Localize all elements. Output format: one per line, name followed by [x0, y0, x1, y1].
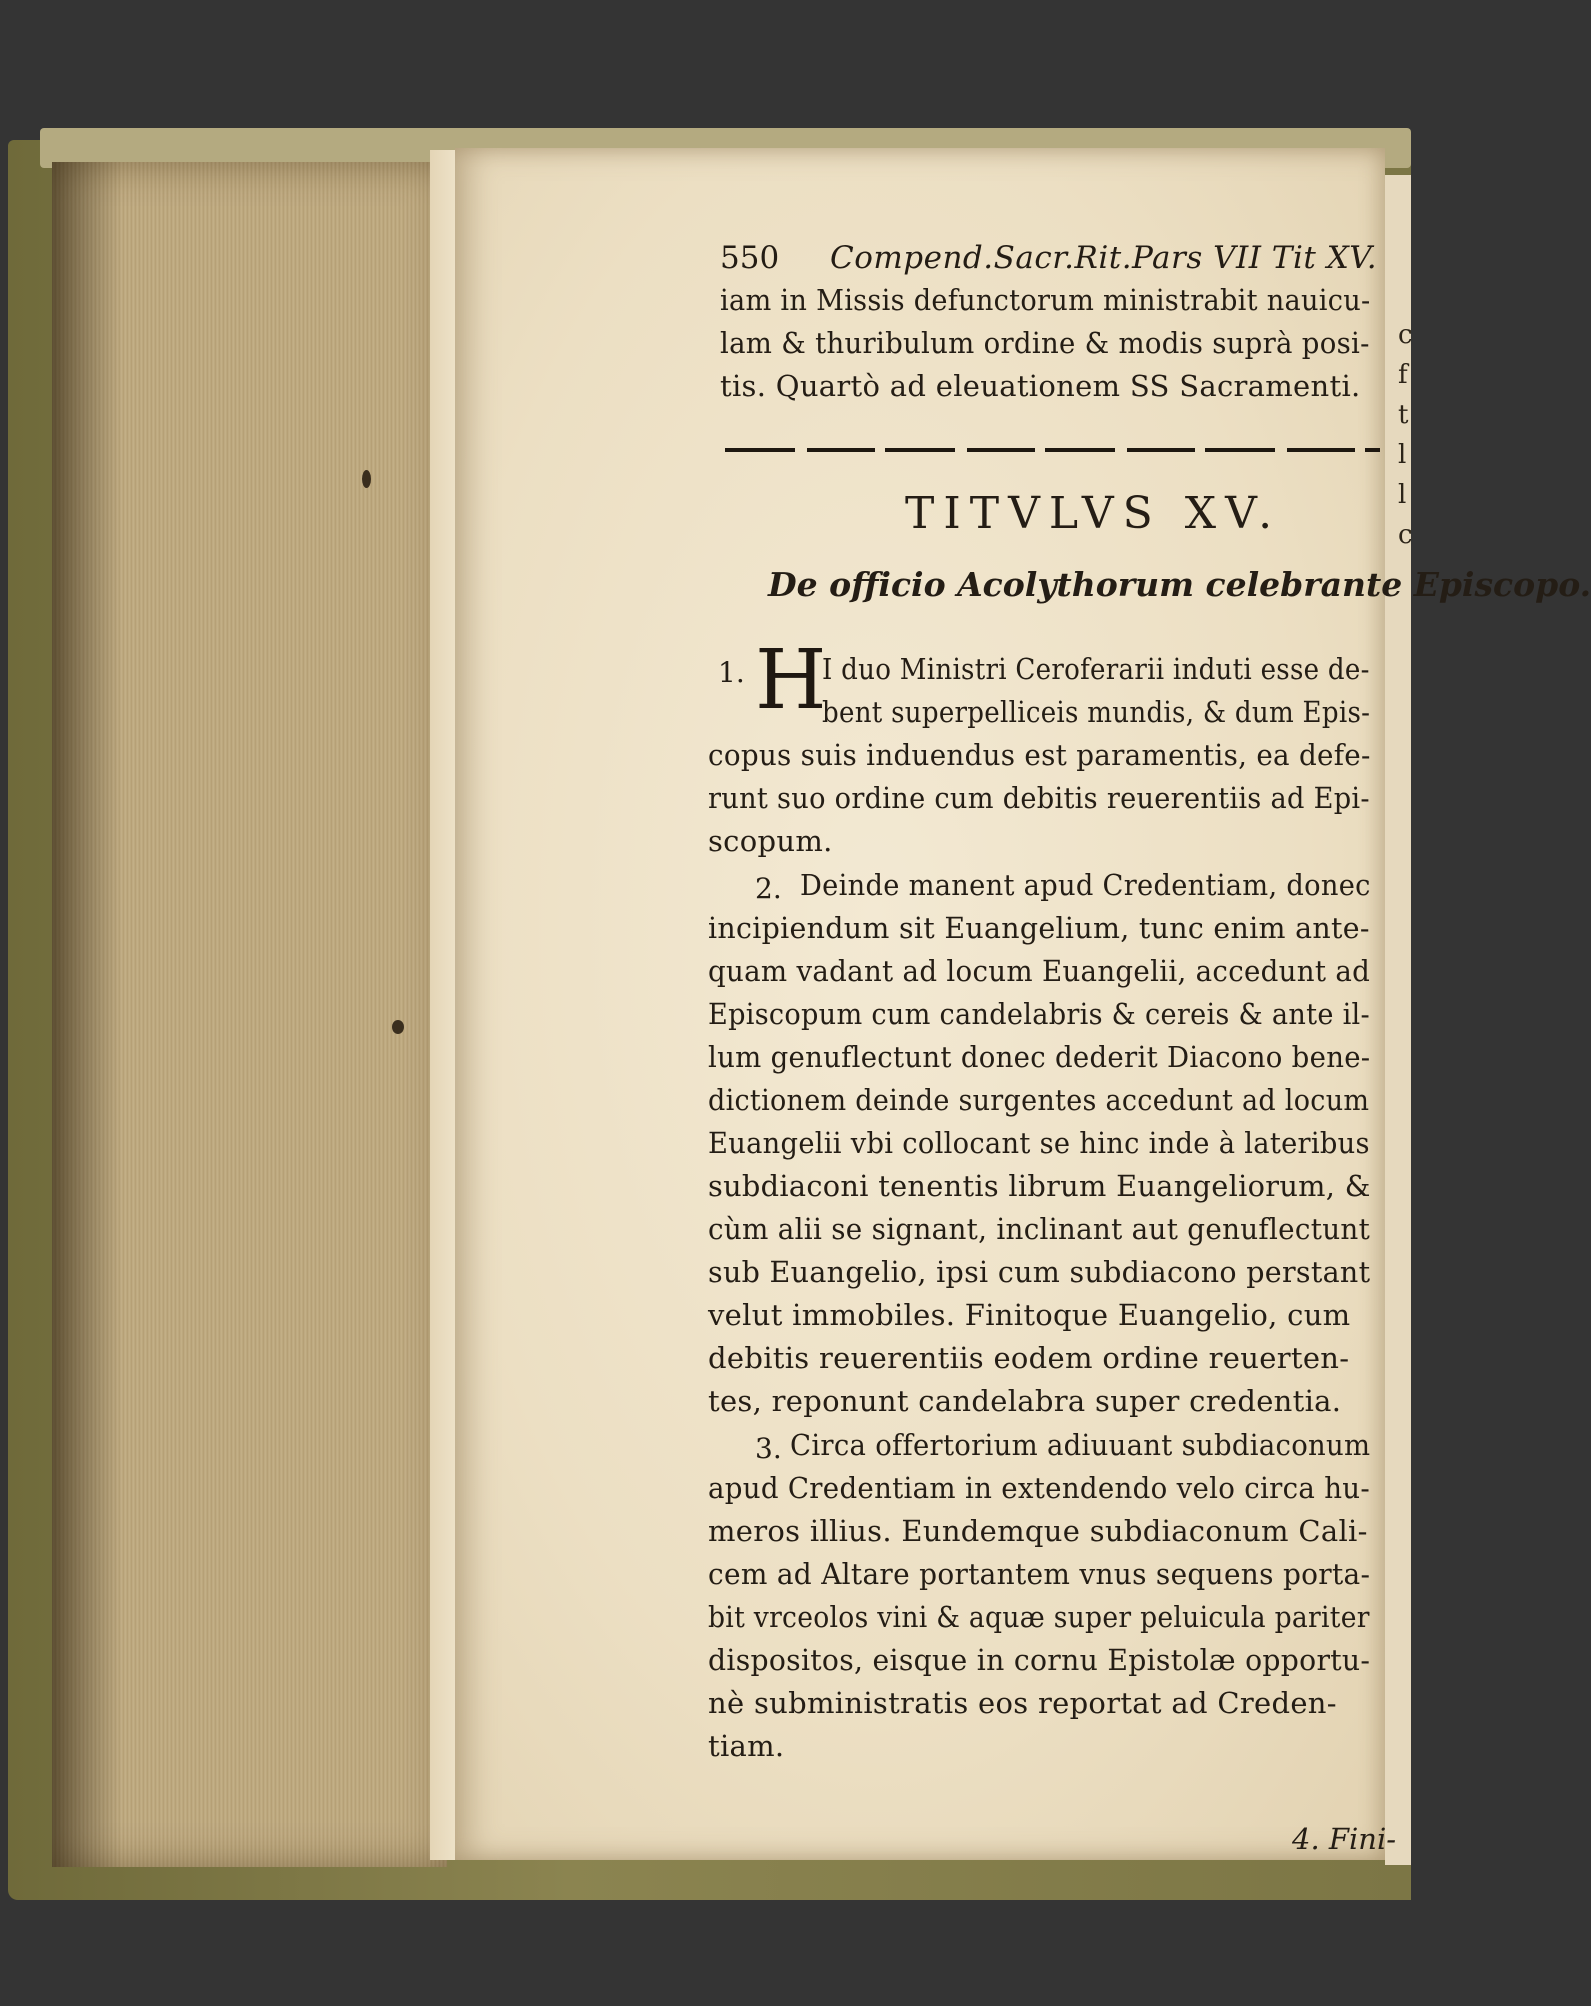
facing-page-letter: l: [1398, 480, 1407, 510]
text-line: meros illius. Eundemque subdiaconum Cali-: [708, 1514, 1368, 1548]
text-line: debitis reuerentiis eodem ordine reuerten-: [708, 1341, 1350, 1375]
facing-page-letter: f: [1398, 360, 1408, 390]
text-line: sub Euangelio, ipsi cum subdiacono perstant: [708, 1255, 1371, 1289]
text-line: Euangelii vbi collocant se hinc inde à lateribus: [708, 1126, 1370, 1160]
facing-page-letter: t: [1398, 400, 1409, 430]
text-line: Deinde manent apud Credentiam, donec: [800, 868, 1371, 902]
text-line: incipiendum sit Euangelium, tunc enim ante-: [708, 911, 1370, 945]
text-line: tes, reponunt candelabra super credentia.: [708, 1384, 1342, 1418]
running-head-text: Compend.Sacr.Rit.Pars VII Tit XV.: [830, 240, 1378, 276]
left-page-stack-shadow: [52, 162, 122, 1867]
text-line: iam in Missis defunctorum ministrabit nauicu-: [720, 283, 1371, 317]
text-line: copus suis induendus est paramentis, ea defe-: [708, 738, 1371, 772]
text-line: scopum.: [708, 824, 833, 858]
page-number: 550: [720, 240, 780, 276]
facing-page-letter: c: [1398, 520, 1413, 550]
text-line: tiam.: [708, 1729, 785, 1763]
text-line: tis. Quartò ad eleuationem SS Sacramenti.: [720, 369, 1361, 403]
section-subtitle: De officio Acolythorum celebrante Episcopo.: [768, 565, 1591, 604]
paragraph-number: 1.: [718, 656, 745, 689]
text-line: dispositos, eisque in cornu Epistolæ opportu-: [708, 1643, 1371, 1677]
text-line: bent superpelliceis mundis, & dum Epis-: [822, 695, 1371, 729]
facing-page-letter: l: [1398, 440, 1407, 470]
section-divider-rule: [725, 448, 1380, 452]
text-line: nè subministratis eos reportat ad Creden-: [708, 1686, 1337, 1720]
text-line: subdiaconi tenentis librum Euangeliorum, &: [708, 1169, 1371, 1203]
text-line: apud Credentiam in extendendo velo circa hu-: [708, 1471, 1371, 1505]
catchword: 4. Fini-: [1292, 1822, 1397, 1856]
text-line: dictionem deinde surgentes accedunt ad locum: [708, 1083, 1370, 1117]
text-line: lam & thuribulum ordine & modis suprà posi-: [720, 326, 1370, 360]
text-line: cem ad Altare portantem vnus sequens porta-: [708, 1557, 1371, 1591]
text-line: Circa offertorium adiuuant subdiaconum: [790, 1428, 1371, 1462]
text-line: cùm alii se signant, inclinant aut genuflectunt: [708, 1212, 1371, 1246]
ink-spot: [392, 1020, 404, 1034]
paragraph-number: 3.: [755, 1432, 782, 1465]
text-line: I duo Ministri Ceroferarii induti esse de-: [822, 652, 1370, 686]
text-line: runt suo ordine cum debitis reuerentiis ad Epi-: [708, 781, 1370, 815]
ink-spot: [362, 470, 371, 488]
text-line: lum genuflectunt donec dederit Diacono bene-: [708, 1040, 1371, 1074]
drop-cap: H: [755, 633, 827, 728]
text-line: quam vadant ad locum Euangelii, accedunt ad: [708, 954, 1371, 988]
text-line: Episcopum cum candelabris & cereis & ante il-: [708, 997, 1370, 1031]
text-line: bit vrceolos vini & aquæ super peluicula pariter: [708, 1600, 1370, 1634]
section-title: TITVLVS XV.: [905, 488, 1282, 539]
text-line: velut immobiles. Finitoque Euangelio, cum: [708, 1298, 1351, 1332]
paragraph-number: 2.: [755, 872, 782, 905]
facing-page-letter: c: [1398, 320, 1413, 350]
running-header: [720, 240, 1378, 280]
